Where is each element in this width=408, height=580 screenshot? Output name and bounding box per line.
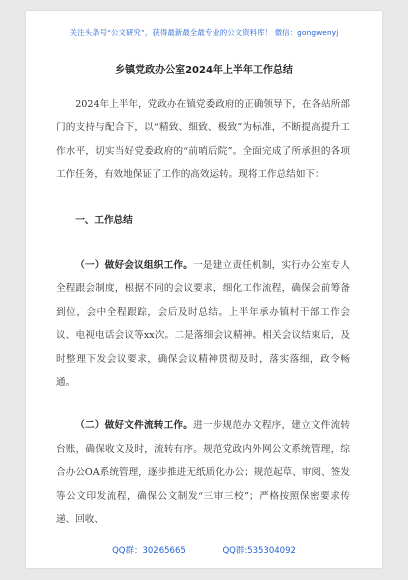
intro-paragraph: 2024年上半年，党政办在镇党委政府的正确领导下，在各站所部门的支持与配合下，以“精致、细致、极致”为标准，不断提高提升工作水平，切实当好党委政府的“前哨后院”。全面完成了所承担的各项工作任务，有效地保证了工作的高效运转。现将工作总结如下： [56, 99, 350, 181]
subheading-documents: （二）做好文件流转工作。 [75, 420, 194, 432]
paragraph-meeting-text: 一是建立责任机制，实行办公室专人全程跟会制度，根据不同的会议要求，细化工作流程，确保会前筹备到位，会中全程跟踪，会后及时总结。上半年承办镇村干部工作会议、电视电话会议等xx次。二是落细会议精神。相关会议结束后，及时整理下发会议要求，确保会议精神贯彻及时，落实落细，政令畅通。 [56, 260, 350, 389]
paragraph-documents-text: 进一步规范办文程序，建立文件流转台账，确保收文及时，流转有序。规范党政内外网公文系统管理，综合办公OA系统管理，逐步推进无纸质化办公；规范起草、审阅、签发等公文印发流程，确保公文制发“三审三校”；严格按照保密要求传递、回收、 [56, 420, 350, 526]
paragraph-meeting [56, 254, 350, 394]
document-title: 乡镇党政办公室2024年上半年工作总结 [115, 65, 293, 76]
subheading-meeting: （一）做好会议组织工作。 [75, 260, 194, 272]
footer-qq-group-1: QQ群：30265665 [112, 546, 186, 556]
paragraph-documents [56, 414, 350, 531]
header-note: 关注头条号“公文研究”，获得最新最全最专业的公文资料库！ 微信：gongwenyj [69, 28, 339, 37]
section-heading: 一、工作总结 [75, 214, 133, 226]
footer [26, 544, 382, 556]
footer-qq-group-2: QQ群:535304092 [222, 546, 296, 556]
document-page [26, 11, 382, 568]
document-body [56, 93, 350, 532]
